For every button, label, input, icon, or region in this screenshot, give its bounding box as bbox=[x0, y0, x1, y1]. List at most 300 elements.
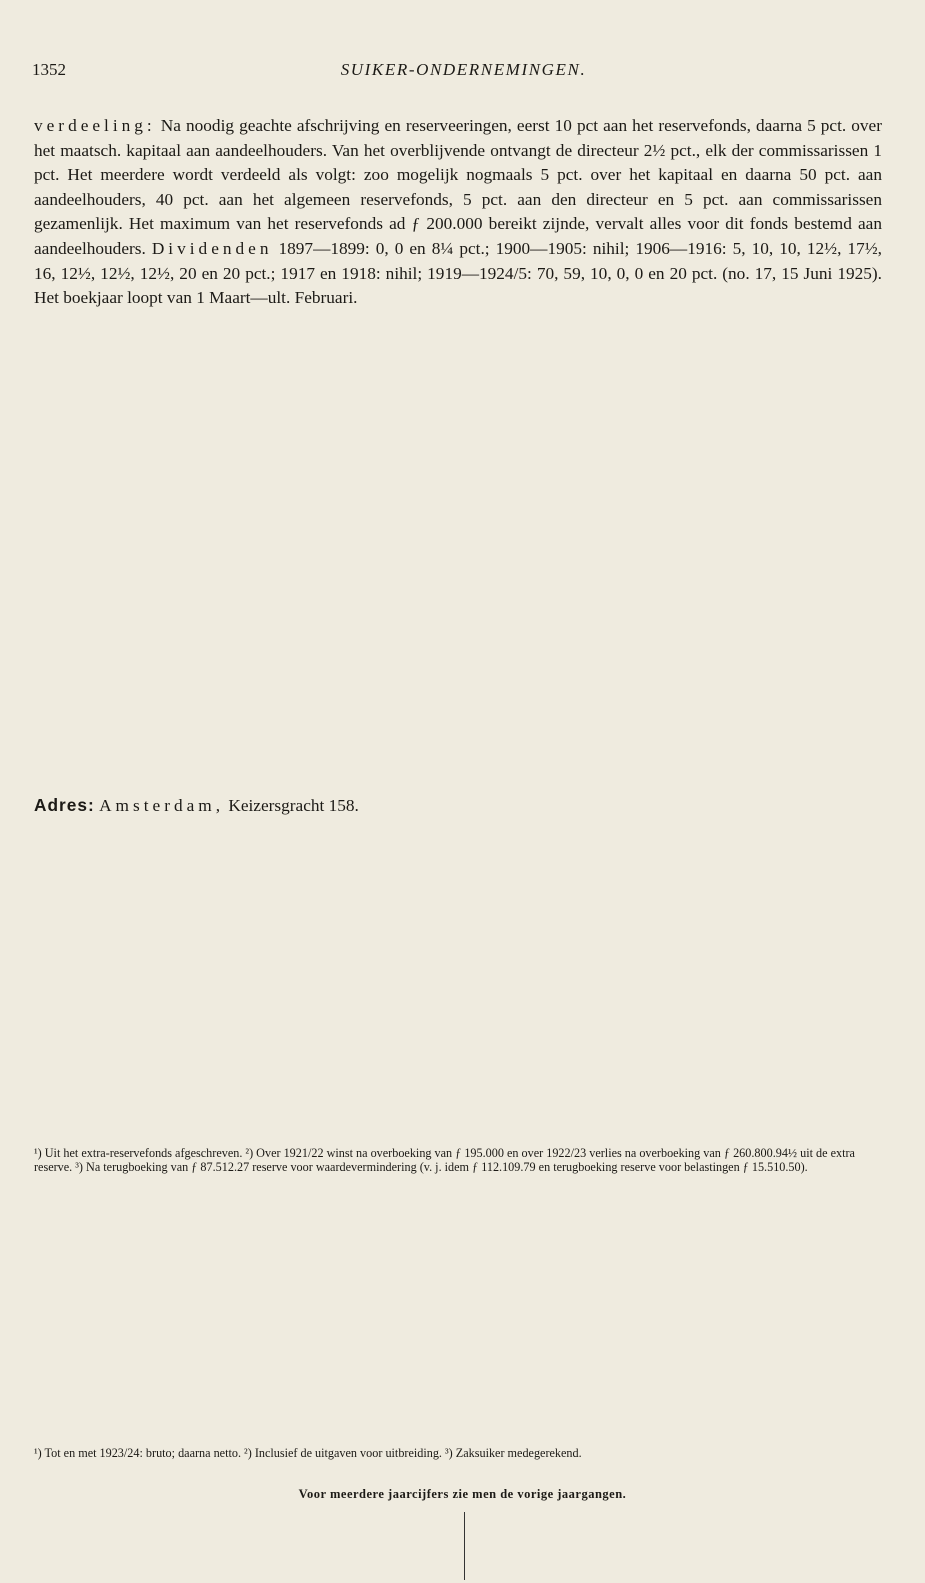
table-cell bbox=[836, 1048, 886, 1065]
table-cell bbox=[414, 1325, 485, 1342]
address-city: Amsterdam, bbox=[99, 796, 225, 815]
header-cell bbox=[486, 1209, 566, 1226]
table-cell bbox=[32, 1275, 90, 1292]
header-cell bbox=[369, 832, 440, 849]
table-cell bbox=[148, 1259, 230, 1276]
table-cell bbox=[728, 981, 789, 998]
table-cell bbox=[566, 1425, 653, 1442]
table-cell bbox=[566, 1325, 653, 1342]
table-cell bbox=[32, 1392, 90, 1409]
header-cell bbox=[440, 849, 520, 866]
table-cell bbox=[369, 1048, 440, 1065]
table-cell bbox=[728, 882, 789, 899]
table-cell bbox=[230, 915, 303, 932]
table-cell bbox=[440, 998, 520, 1015]
table-cell bbox=[84, 981, 155, 998]
table-cell bbox=[486, 1292, 566, 1309]
table-cell bbox=[631, 965, 728, 982]
table-cell bbox=[32, 1425, 90, 1442]
header-cell bbox=[90, 1209, 148, 1226]
header-cell bbox=[308, 1209, 415, 1226]
table-cell bbox=[520, 965, 631, 982]
table-cell bbox=[308, 1408, 415, 1425]
table-cell bbox=[90, 1392, 148, 1409]
table-cell bbox=[155, 915, 230, 932]
table-cell bbox=[90, 1309, 148, 1326]
table-row bbox=[32, 1358, 888, 1375]
header-cell bbox=[308, 1226, 415, 1243]
header-cell bbox=[230, 849, 303, 866]
table-cell bbox=[303, 865, 369, 882]
header-cell bbox=[752, 1242, 816, 1259]
table-cell bbox=[84, 865, 155, 882]
harvest-table-footnote: ¹) Tot en met 1923/24: bruto; daarna netto. ²) Inclusief de uitgaven voor uitbreiding. ³) Zaksuiker medegerekend. bbox=[34, 1446, 582, 1460]
header-cell bbox=[148, 1209, 230, 1226]
table-cell bbox=[631, 865, 728, 882]
table-cell bbox=[32, 998, 84, 1015]
table-cell bbox=[230, 1342, 308, 1359]
table-cell bbox=[230, 1392, 308, 1409]
header-cell bbox=[566, 1226, 653, 1243]
header-cell bbox=[520, 849, 631, 866]
table-cell bbox=[752, 1458, 816, 1475]
table-cell bbox=[32, 1358, 90, 1375]
table-cell bbox=[148, 1375, 230, 1392]
table-cell bbox=[230, 1375, 308, 1392]
table-cell bbox=[789, 965, 836, 982]
table-cell bbox=[652, 1309, 752, 1326]
table-cell bbox=[32, 932, 84, 949]
table-cell bbox=[520, 932, 631, 949]
header-cell bbox=[817, 1242, 888, 1259]
table-cell bbox=[303, 981, 369, 998]
table-cell bbox=[566, 1259, 653, 1276]
table-cell bbox=[789, 932, 836, 949]
table-cell bbox=[303, 1048, 369, 1065]
table-cell bbox=[652, 1259, 752, 1276]
table-cell bbox=[440, 948, 520, 965]
table-cell bbox=[230, 1015, 303, 1032]
table-cell bbox=[520, 948, 631, 965]
table-cell bbox=[817, 1458, 888, 1475]
address-line bbox=[34, 795, 359, 816]
table-cell bbox=[789, 998, 836, 1015]
header-row bbox=[32, 1242, 888, 1259]
table-cell bbox=[631, 915, 728, 932]
table-cell bbox=[631, 1031, 728, 1048]
table-cell bbox=[32, 1309, 90, 1326]
table-cell bbox=[566, 1358, 653, 1375]
header-cell bbox=[32, 1242, 90, 1259]
table-cell bbox=[308, 1375, 415, 1392]
table-cell bbox=[369, 1064, 440, 1081]
table-cell bbox=[440, 981, 520, 998]
table-cell bbox=[728, 1081, 789, 1098]
table-cell bbox=[836, 948, 886, 965]
table-cell bbox=[148, 1425, 230, 1442]
table-cell bbox=[308, 1358, 415, 1375]
table-row bbox=[32, 882, 886, 899]
header-row bbox=[32, 849, 886, 866]
header-cell bbox=[230, 1242, 308, 1259]
table-cell bbox=[789, 915, 836, 932]
table-cell bbox=[440, 865, 520, 882]
table-row bbox=[32, 1048, 886, 1065]
header-cell bbox=[486, 1226, 566, 1243]
table-cell bbox=[789, 1064, 836, 1081]
header-cell bbox=[752, 1226, 816, 1243]
table-cell bbox=[308, 1275, 415, 1292]
table-cell bbox=[308, 1458, 415, 1475]
table-row bbox=[32, 898, 886, 915]
table-cell bbox=[303, 1081, 369, 1098]
table-cell bbox=[90, 1342, 148, 1359]
table-row bbox=[32, 965, 886, 982]
table-cell bbox=[303, 965, 369, 982]
table-cell bbox=[752, 1425, 816, 1442]
table-cell bbox=[303, 898, 369, 915]
header-row bbox=[32, 1209, 888, 1226]
reference-note: Voor meerdere jaarcijfers zie men de vorige jaargangen. bbox=[298, 1487, 627, 1501]
header-cell bbox=[84, 849, 155, 866]
table-cell bbox=[32, 1375, 90, 1392]
table-cell bbox=[414, 1458, 485, 1475]
table-cell bbox=[789, 898, 836, 915]
table-cell bbox=[728, 965, 789, 982]
table-cell bbox=[631, 998, 728, 1015]
table-cell bbox=[84, 1081, 155, 1098]
table-cell bbox=[230, 1048, 303, 1065]
table-cell bbox=[84, 1048, 155, 1065]
column-divider bbox=[464, 1512, 465, 1580]
table-cell bbox=[414, 1392, 485, 1409]
table-cell bbox=[32, 865, 84, 882]
table-row bbox=[32, 1342, 888, 1359]
table-cell bbox=[369, 932, 440, 949]
table-cell bbox=[32, 898, 84, 915]
table-cell bbox=[486, 1408, 566, 1425]
page-header bbox=[32, 60, 895, 88]
table-row bbox=[32, 1015, 886, 1032]
table-cell bbox=[836, 915, 886, 932]
table-cell bbox=[836, 1064, 886, 1081]
table-cell bbox=[652, 1292, 752, 1309]
table-cell bbox=[728, 948, 789, 965]
table-row bbox=[32, 865, 886, 882]
header-cell bbox=[369, 849, 440, 866]
table-cell bbox=[90, 1259, 148, 1276]
header-cell bbox=[728, 849, 789, 866]
table-cell bbox=[414, 1292, 485, 1309]
table-cell bbox=[148, 1458, 230, 1475]
table-cell bbox=[789, 1031, 836, 1048]
table-cell bbox=[752, 1259, 816, 1276]
table-cell bbox=[728, 1048, 789, 1065]
table-cell bbox=[155, 1031, 230, 1048]
table-cell bbox=[789, 865, 836, 882]
table-cell bbox=[652, 1425, 752, 1442]
header-cell bbox=[230, 832, 303, 849]
table-cell bbox=[90, 1425, 148, 1442]
table-cell bbox=[817, 1275, 888, 1292]
table-cell bbox=[308, 1342, 415, 1359]
table-cell bbox=[631, 932, 728, 949]
page-number: 1352 bbox=[32, 60, 66, 79]
header-cell bbox=[84, 832, 155, 849]
table-row bbox=[32, 1458, 888, 1475]
table-cell bbox=[631, 1064, 728, 1081]
table-cell bbox=[414, 1259, 485, 1276]
table-cell bbox=[520, 882, 631, 899]
verdeeling-label: verdeeling: bbox=[34, 116, 156, 135]
table-cell bbox=[836, 998, 886, 1015]
table-cell bbox=[369, 865, 440, 882]
table-row bbox=[32, 948, 886, 965]
header-cell bbox=[631, 832, 728, 849]
table-row bbox=[32, 1309, 888, 1326]
table-cell bbox=[520, 1015, 631, 1032]
table-cell bbox=[230, 981, 303, 998]
table-cell bbox=[728, 1064, 789, 1081]
table-cell bbox=[303, 1031, 369, 1048]
table-cell bbox=[817, 1325, 888, 1342]
table-cell bbox=[230, 1064, 303, 1081]
table-cell bbox=[414, 1309, 485, 1326]
table-cell bbox=[414, 1425, 485, 1442]
table-cell bbox=[308, 1292, 415, 1309]
table-cell bbox=[303, 915, 369, 932]
table-cell bbox=[230, 865, 303, 882]
table-cell bbox=[836, 1031, 886, 1048]
table-cell bbox=[728, 932, 789, 949]
table-cell bbox=[789, 981, 836, 998]
table-cell bbox=[414, 1358, 485, 1375]
table-cell bbox=[652, 1275, 752, 1292]
table-cell bbox=[631, 1081, 728, 1098]
table-cell bbox=[84, 965, 155, 982]
table-cell bbox=[486, 1425, 566, 1442]
header-cell bbox=[303, 849, 369, 866]
table-cell bbox=[440, 898, 520, 915]
table-cell bbox=[32, 1259, 90, 1276]
table-cell bbox=[486, 1392, 566, 1409]
header-cell bbox=[520, 832, 631, 849]
table-cell bbox=[148, 1275, 230, 1292]
table-cell bbox=[486, 1358, 566, 1375]
table-cell bbox=[148, 1325, 230, 1342]
table-row bbox=[32, 1408, 888, 1425]
header-cell bbox=[148, 1242, 230, 1259]
table-cell bbox=[520, 1031, 631, 1048]
table-cell bbox=[817, 1425, 888, 1442]
table-cell bbox=[414, 1408, 485, 1425]
table-cell bbox=[752, 1375, 816, 1392]
table-cell bbox=[486, 1375, 566, 1392]
table-cell bbox=[32, 965, 84, 982]
table-cell bbox=[32, 1342, 90, 1359]
header-cell bbox=[414, 1242, 485, 1259]
table-cell bbox=[369, 965, 440, 982]
header-row bbox=[32, 832, 886, 849]
header-cell bbox=[32, 849, 84, 866]
table-cell bbox=[652, 1342, 752, 1359]
table-cell bbox=[230, 898, 303, 915]
table-cell bbox=[414, 1375, 485, 1392]
table-cell bbox=[652, 1358, 752, 1375]
table-cell bbox=[520, 898, 631, 915]
header-cell bbox=[789, 849, 836, 866]
table-cell bbox=[752, 1325, 816, 1342]
table-cell bbox=[155, 1081, 230, 1098]
table-cell bbox=[155, 948, 230, 965]
table-cell bbox=[631, 898, 728, 915]
table-cell bbox=[303, 948, 369, 965]
table-cell bbox=[652, 1458, 752, 1475]
table-cell bbox=[440, 965, 520, 982]
table-cell bbox=[486, 1259, 566, 1276]
table-row bbox=[32, 915, 886, 932]
table-cell bbox=[631, 1015, 728, 1032]
table-cell bbox=[32, 882, 84, 899]
table-cell bbox=[90, 1408, 148, 1425]
table-cell bbox=[32, 915, 84, 932]
table-cell bbox=[148, 1309, 230, 1326]
table-row bbox=[32, 1392, 888, 1409]
table-cell bbox=[230, 1309, 308, 1326]
table-cell bbox=[520, 1081, 631, 1098]
table-cell bbox=[230, 965, 303, 982]
table-cell bbox=[230, 1275, 308, 1292]
table-cell bbox=[230, 1325, 308, 1342]
table-cell bbox=[32, 1408, 90, 1425]
table-cell bbox=[789, 1048, 836, 1065]
table-cell bbox=[631, 882, 728, 899]
table-cell bbox=[728, 1031, 789, 1048]
table-cell bbox=[369, 981, 440, 998]
table-cell bbox=[566, 1342, 653, 1359]
table-row bbox=[32, 1031, 886, 1048]
table-cell bbox=[308, 1392, 415, 1409]
financial-table-footnote: ¹) Uit het extra-reservefonds afgeschreven. ²) Over 1921/22 winst na overboeking van ƒ 195.000 en over 1922/23 verlies na overboeking van ƒ 260.800.94½ uit de extra reserve. ³) Na terugboeking van ƒ 87.512.27 reserve voor waardevermindering (v. j. idem ƒ 112.109.79 en terugboeking reserve voor belastingen ƒ 15.510.50). bbox=[34, 1146, 855, 1174]
header-cell bbox=[566, 1242, 653, 1259]
table-cell bbox=[440, 932, 520, 949]
table-cell bbox=[836, 981, 886, 998]
table-cell bbox=[752, 1275, 816, 1292]
running-title: SUIKER-ONDERNEMINGEN. bbox=[340, 60, 587, 79]
table-cell bbox=[90, 1458, 148, 1475]
dividenden-label: Dividenden bbox=[151, 238, 273, 258]
table-cell bbox=[308, 1259, 415, 1276]
table-row bbox=[32, 1064, 886, 1081]
table-cell bbox=[148, 1358, 230, 1375]
table-cell bbox=[652, 1375, 752, 1392]
table-cell bbox=[486, 1275, 566, 1292]
table-cell bbox=[836, 932, 886, 949]
table-cell bbox=[817, 1392, 888, 1409]
table-cell bbox=[155, 865, 230, 882]
table-cell bbox=[369, 1031, 440, 1048]
table-cell bbox=[32, 981, 84, 998]
header-cell bbox=[817, 1209, 888, 1226]
header-cell bbox=[789, 832, 886, 849]
table-cell bbox=[520, 1048, 631, 1065]
table-cell bbox=[752, 1392, 816, 1409]
table-cell bbox=[486, 1325, 566, 1342]
table-cell bbox=[836, 898, 886, 915]
header-cell bbox=[308, 1242, 415, 1259]
header-cell bbox=[752, 1209, 816, 1226]
table-cell bbox=[566, 1309, 653, 1326]
table-cell bbox=[836, 1081, 886, 1098]
table-cell bbox=[817, 1408, 888, 1425]
table-cell bbox=[369, 948, 440, 965]
table-cell bbox=[32, 1292, 90, 1309]
profit-loss-account bbox=[40, 1508, 890, 1583]
table-row bbox=[32, 998, 886, 1015]
table-cell bbox=[32, 1064, 84, 1081]
table-cell bbox=[817, 1375, 888, 1392]
table-cell bbox=[148, 1392, 230, 1409]
table-cell bbox=[440, 1064, 520, 1081]
table-row bbox=[32, 1375, 888, 1392]
table-cell bbox=[308, 1325, 415, 1342]
table-cell bbox=[520, 998, 631, 1015]
table-cell bbox=[752, 1309, 816, 1326]
table-cell bbox=[566, 1458, 653, 1475]
table-cell bbox=[728, 998, 789, 1015]
table-cell bbox=[148, 1342, 230, 1359]
table-cell bbox=[230, 948, 303, 965]
table-cell bbox=[148, 1408, 230, 1425]
header-cell bbox=[32, 1226, 90, 1243]
table-cell bbox=[486, 1458, 566, 1475]
table-cell bbox=[789, 948, 836, 965]
header-cell bbox=[836, 849, 886, 866]
table-cell bbox=[84, 898, 155, 915]
table-cell bbox=[369, 882, 440, 899]
table-cell bbox=[631, 981, 728, 998]
table-cell bbox=[32, 1325, 90, 1342]
table-cell bbox=[303, 998, 369, 1015]
table-cell bbox=[728, 915, 789, 932]
table-cell bbox=[520, 981, 631, 998]
table-cell bbox=[84, 998, 155, 1015]
table-cell bbox=[155, 1015, 230, 1032]
table-cell bbox=[486, 1309, 566, 1326]
table-cell bbox=[84, 948, 155, 965]
header-cell bbox=[414, 1209, 485, 1226]
table-cell bbox=[486, 1342, 566, 1359]
header-cell bbox=[728, 832, 789, 849]
header-row bbox=[32, 1226, 888, 1243]
table-cell bbox=[32, 1048, 84, 1065]
table-cell bbox=[817, 1309, 888, 1326]
table-cell bbox=[631, 1048, 728, 1065]
table-cell bbox=[752, 1342, 816, 1359]
table-cell bbox=[230, 1292, 308, 1309]
table-cell bbox=[230, 932, 303, 949]
header-cell bbox=[486, 1242, 566, 1259]
table-cell bbox=[520, 1064, 631, 1081]
header-cell bbox=[90, 1242, 148, 1259]
table-cell bbox=[440, 1015, 520, 1032]
table-cell bbox=[817, 1292, 888, 1309]
header-cell bbox=[652, 1226, 752, 1243]
header-cell bbox=[90, 1226, 148, 1243]
table-row bbox=[32, 1275, 888, 1292]
table-cell bbox=[230, 1458, 308, 1475]
address-street: Keizersgracht 158. bbox=[228, 796, 359, 815]
